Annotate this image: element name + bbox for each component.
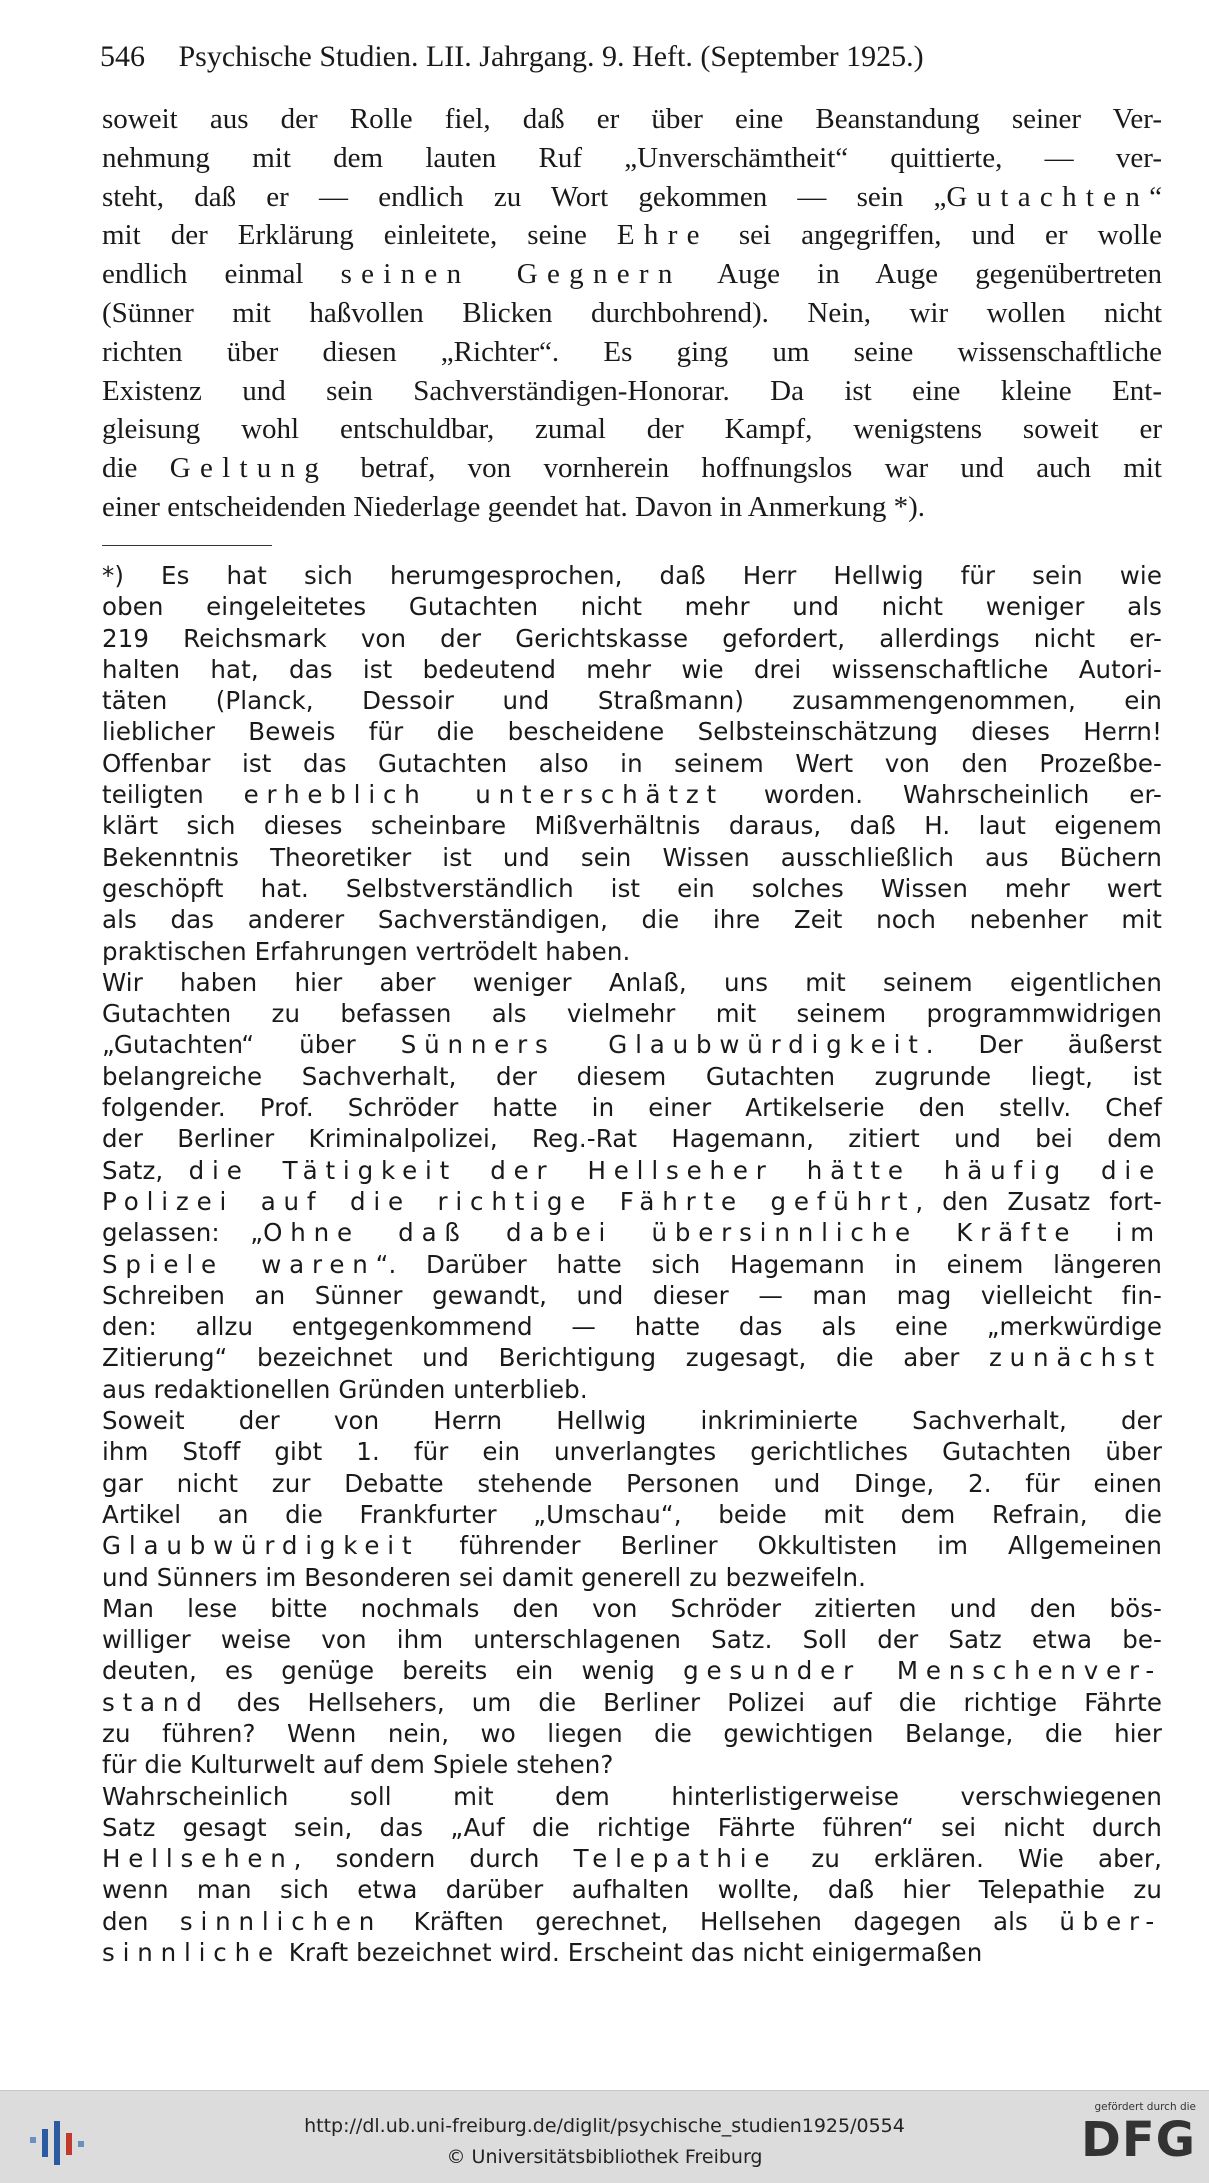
text-line: [102, 333, 1162, 372]
text-run: Artikel an die Frankfurter „Umschau“, beide mit dem Refrain, die: [102, 1499, 1162, 1529]
text-run: Man lese bitte nochmals den von Schröder zitierten und den bös-: [102, 1593, 1162, 1623]
funding-note: gefördert durch die: [1094, 2101, 1196, 2113]
text-line: [102, 685, 1162, 716]
text-run: Bekenntnis Theoretiker ist und sein Wissen ausschließlich aus Büchern: [102, 842, 1162, 872]
spaced-emphasis: Telepathie: [573, 1844, 778, 1874]
text-run: worden. Wahrscheinlich er-: [723, 780, 1162, 810]
text-run: belangreiche Sachverhalt, der diesem Gutachten zugrunde liegt, ist: [102, 1061, 1162, 1091]
text-line: [102, 294, 1162, 333]
text-run: gelassen: „: [102, 1218, 264, 1248]
text-run: “. Darüber hatte sich Hagemann in einem längeren: [375, 1249, 1163, 1279]
text-line: [102, 1311, 1162, 1342]
text-line: [102, 1123, 1162, 1154]
text-run: als das anderer Sachverständigen, die ihre Zeit noch nebenher mit: [102, 905, 1162, 935]
running-header: [100, 40, 1100, 74]
text-line: [102, 1468, 1162, 1499]
text-run: (Sünner mit haßvollen Blicken durchbohrend). Nein, wir wollen nicht: [102, 296, 1162, 329]
text-line: [102, 1217, 1162, 1248]
text-line: [102, 410, 1162, 449]
text-run: halten hat, das ist bedeutend mehr wie drei wissenschaftliche Autori-: [102, 654, 1162, 684]
dfg-logo-text: DFG: [1080, 2112, 1196, 2168]
text-line: [102, 1937, 1162, 1968]
text-line: [102, 967, 1162, 998]
text-run: Zitierung“ bezeichnet und Berichtigung zugesagt, die aber: [102, 1343, 989, 1373]
viewer-footer: [0, 2090, 1209, 2183]
text-line: [102, 1029, 1162, 1060]
text-line: [102, 216, 1162, 255]
text-run: Kraft bezeichnet wird. Erscheint das nicht einigermaßen: [280, 1938, 983, 1968]
text-line: [102, 488, 1162, 527]
spaced-emphasis: stand: [102, 1687, 210, 1717]
text-run: lieblicher Beweis für die bescheidene Selbsteinschätzung dieses Herrn!: [102, 717, 1162, 747]
dfg-logo: [1066, 2101, 1196, 2177]
text-line: [102, 1718, 1162, 1749]
text-line: [102, 873, 1162, 904]
text-line: [102, 1562, 1162, 1593]
text-line: [102, 1374, 1162, 1405]
page-number: 546: [100, 40, 145, 73]
text-line: [102, 1624, 1162, 1655]
text-run: sei angegriffen, und er wolle: [708, 219, 1162, 252]
text-line: [102, 779, 1162, 810]
text-run: deuten, es genüge bereits ein wenig: [102, 1656, 684, 1686]
text-run: Offenbar ist das Gutachten also in seinem Wert von den Prozeßbe-: [102, 748, 1162, 778]
text-line: [102, 591, 1162, 622]
text-line: [102, 1249, 1162, 1280]
text-line: [102, 810, 1162, 841]
text-line: [102, 1906, 1162, 1937]
spaced-emphasis: Ehre: [616, 219, 709, 252]
text-line: [102, 449, 1162, 488]
text-run: zu erklären. Wie aber,: [777, 1844, 1162, 1874]
text-run: Soweit der von Herrn Hellwig inkriminierte Sachverhalt, der: [102, 1406, 1162, 1436]
text-line: [102, 1280, 1162, 1311]
copyright-notice: © Universitätsbibliothek Freiburg: [446, 2146, 763, 2168]
text-run: williger weise von ihm unterschlagenen Satz. Soll der Satz etwa be-: [102, 1625, 1162, 1655]
text-run: Wir haben hier aber weniger Anlaß, uns mit seinem eigentlichen: [102, 967, 1162, 997]
text-line: [102, 1186, 1162, 1217]
text-run: Satz gesagt sein, das „Auf die richtige Fährte führen“ sei nicht durch: [102, 1812, 1162, 1842]
text-line: [102, 1593, 1162, 1624]
text-line: [102, 1874, 1162, 1905]
text-run: nehmung mit dem lauten Ruf „Unverschämtheit“ quittierte, — ver-: [102, 141, 1162, 174]
text-line: [102, 748, 1162, 779]
text-run: , den Zusatz fort-: [915, 1186, 1162, 1216]
text-run: oben eingeleitetes Gutachten nicht mehr und nicht weniger als: [102, 592, 1162, 622]
spaced-emphasis: Glaubwürdigkeit: [102, 1531, 420, 1561]
text-run: Gutachten zu befassen als vielmehr mit seinem programmwidrigen: [102, 999, 1162, 1029]
text-run: endlich einmal: [102, 258, 341, 291]
text-run: des Hellsehers, um die Berliner Polizei auf die richtige Fährte: [209, 1687, 1162, 1717]
text-run: *) Es hat sich herumgesprochen, daß Herr Hellwig für sein wie: [102, 561, 1162, 590]
footnote-text: [102, 560, 1162, 1968]
text-run: Auge in Auge gegenübertreten: [681, 258, 1162, 291]
text-line: [102, 654, 1162, 685]
text-run: gar nicht zur Debatte stehende Personen und Dinge, 2. für einen: [102, 1468, 1162, 1498]
text-line: [102, 1530, 1162, 1561]
text-line: [102, 372, 1162, 411]
text-run: richten über diesen „Richter“. Es ging um seine wissenschaftliche: [102, 335, 1162, 368]
text-run: zu führen? Wenn nein, wo liegen die gewichtigen Belange, die hier: [102, 1718, 1162, 1748]
text-line: [102, 100, 1162, 139]
spaced-emphasis: zunächst: [988, 1343, 1162, 1373]
text-run: „Gutachten“ über: [102, 1030, 401, 1060]
text-run: . Der äußerst: [925, 1030, 1162, 1060]
text-line: [102, 178, 1162, 217]
text-run: den: [102, 1906, 180, 1936]
text-run: steht, daß er — endlich zu Wort gekommen — sein „: [102, 180, 947, 213]
text-run: folgender. Prof. Schröder hatte in einer Artikelserie den stellv. Chef: [102, 1093, 1162, 1123]
text-run: ihm Stoff gibt 1. für ein unverlangtes gerichtliches Gutachten über: [102, 1437, 1162, 1467]
text-line: [102, 1843, 1162, 1874]
text-run: wenn man sich etwa darüber aufhalten wollte, daß hier Telepathie zu: [102, 1875, 1162, 1905]
spaced-emphasis: seinen Gegnern: [340, 258, 682, 291]
spaced-emphasis: gesunder Menschenver-: [683, 1656, 1162, 1686]
spaced-emphasis: Spiele waren: [102, 1249, 376, 1279]
text-line: [102, 904, 1162, 935]
spaced-emphasis: erheblich unterschätzt: [243, 780, 724, 810]
text-run: für die Kulturwelt auf dem Spiele stehen?: [102, 1750, 614, 1780]
text-run: betraf, von vornherein hoffnungslos war und auch mit: [328, 452, 1162, 485]
spaced-emphasis: Geltung: [169, 452, 329, 485]
text-line: [102, 1155, 1162, 1186]
text-line: [102, 1405, 1162, 1436]
source-url[interactable]: http://dl.ub.uni-freiburg.de/diglit/psychische_studien1925/0554: [304, 2115, 905, 2137]
text-line: [102, 1655, 1162, 1686]
text-run: der Berliner Kriminalpolizei, Reg.-Rat Hagemann, zitiert und bei dem: [102, 1124, 1162, 1154]
text-run: Kräften gerechnet, Hellsehen dagegen als: [382, 1906, 1060, 1936]
text-run: führender Berliner Okkultisten im Allgemeinen: [419, 1531, 1162, 1561]
text-run: soweit aus der Rolle fiel, daß er über eine Beanstandung seiner Ver-: [102, 103, 1162, 135]
text-line: [102, 1687, 1162, 1718]
text-line: [102, 1749, 1162, 1780]
text-line: [102, 1342, 1162, 1373]
spaced-emphasis: die Tätigkeit der Hellseher hätte häufig die: [188, 1155, 1162, 1185]
spaced-emphasis: Ohne daß dabei übersinnliche Kräfte im: [263, 1218, 1162, 1248]
text-run: klärt sich dieses scheinbare Mißverhältnis daraus, daß H. laut eigenem: [102, 811, 1162, 841]
spaced-emphasis: Polizei auf die richtige Fährte geführt: [102, 1186, 916, 1216]
text-line: [102, 1061, 1162, 1092]
text-line: [102, 716, 1162, 747]
text-line: [102, 998, 1162, 1029]
text-run: die: [102, 452, 170, 485]
text-line: [102, 1812, 1162, 1843]
spaced-emphasis: über-: [1059, 1906, 1163, 1936]
footnote-separator: [102, 545, 272, 546]
text-run: täten (Planck, Dessoir und Straßmann) zusammengenommen, ein: [102, 686, 1162, 716]
text-run: einer entscheidenden Niederlage geendet hat. Davon in Anmerkung *).: [102, 490, 925, 523]
text-run: Satz,: [102, 1155, 189, 1185]
text-run: , sondern durch: [293, 1844, 574, 1874]
text-run: praktischen Erfahrungen vertrödelt haben.: [102, 936, 631, 966]
running-title: Psychische Studien. LII. Jahrgang. 9. Heft. (September 1925.): [178, 40, 924, 73]
spaced-emphasis: Gutachten: [946, 180, 1150, 213]
text-line: [102, 139, 1162, 178]
text-run: den: allzu entgegenkommend — hatte das als eine „merkwürdige: [102, 1312, 1162, 1342]
text-line: [102, 560, 1162, 591]
spaced-emphasis: sinnlichen: [179, 1906, 383, 1936]
text-run: teiligten: [102, 780, 244, 810]
text-run: aus redaktionellen Gründen unterblieb.: [102, 1374, 588, 1404]
text-run: “: [1149, 180, 1162, 213]
text-run: geschöpft hat. Selbstverständlich ist ein solches Wissen mehr wert: [102, 873, 1162, 903]
spaced-emphasis: Sünners Glaubwürdigkeit: [400, 1030, 926, 1060]
text-run: gleisung wohl entschuldbar, zumal der Kampf, wenigstens soweit er: [102, 413, 1162, 446]
text-line: [102, 1499, 1162, 1530]
text-line: [102, 1092, 1162, 1123]
text-run: Existenz und sein Sachverständigen-Honorar. Da ist eine kleine Ent-: [102, 374, 1162, 407]
text-line: [102, 842, 1162, 873]
text-line: [102, 623, 1162, 654]
text-line: [102, 936, 1162, 967]
text-run: Wahrscheinlich soll mit dem hinterlistigerweise verschwiegenen: [102, 1781, 1162, 1811]
text-run: 219 Reichsmark von der Gerichtskasse gefordert, allerdings nicht er-: [102, 623, 1162, 653]
text-run: Schreiben an Sünner gewandt, und dieser — man mag vielleicht fin-: [102, 1280, 1162, 1310]
text-run: und Sünners im Besonderen sei damit generell zu bezweifeln.: [102, 1562, 866, 1592]
text-line: [102, 255, 1162, 294]
spaced-emphasis: Hellsehen: [102, 1844, 294, 1874]
text-line: [102, 1436, 1162, 1467]
main-text: [102, 100, 1162, 527]
text-run: mit der Erklärung einleitete, seine: [102, 219, 617, 252]
text-line: [102, 1781, 1162, 1812]
spaced-emphasis: sinnliche: [102, 1938, 281, 1968]
